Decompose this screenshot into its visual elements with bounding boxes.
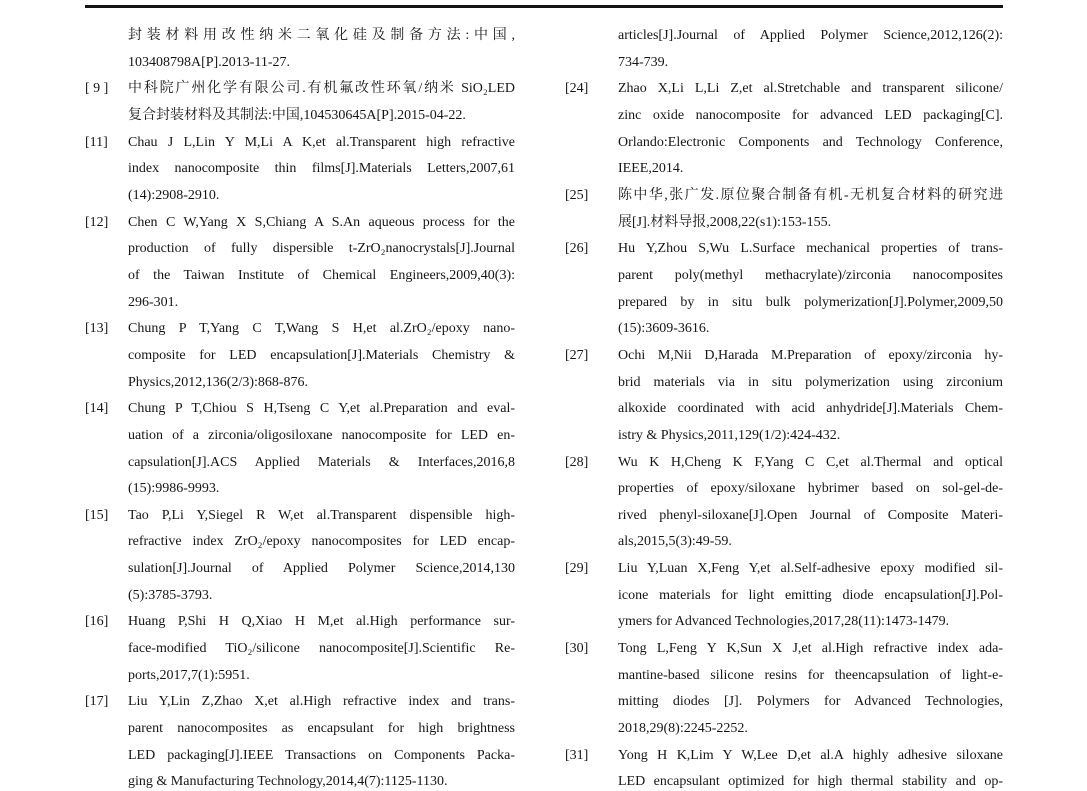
reference-line: 展[J].材料导报,2008,22(s1):153-155.	[618, 214, 832, 230]
reference-line: Chau J L,Lin Y M,Li A K,et al.Transparent high refractive	[128, 134, 515, 150]
reference-line: als,2015,5(3):49-59.	[618, 534, 732, 550]
reference-line: 734-739.	[618, 54, 669, 70]
reference-line: icone materials for light emitting diode encapsulation[J].Pol-	[618, 587, 1003, 603]
reference-line: production of fully dispersible t-ZrO₂nanocrystals[J].Journal	[128, 241, 515, 257]
reference-text	[618, 343, 1003, 450]
reference-line: Tong L,Feng Y K,Sun X J,et al.High refractive index ada-	[618, 641, 1003, 657]
reference-line: Wu K H,Cheng K F,Yang C C,et al.Thermal and optical	[618, 454, 1003, 470]
reference-entry	[85, 503, 515, 610]
reference-line: 中科院广州化学有限公司.有机氟改性环氧/纳米 SiO₂LED	[128, 81, 515, 97]
reference-number-label: [ 9 ]	[85, 81, 109, 97]
reference-number-label: [27]	[565, 347, 589, 363]
reference-line: uation of a zirconia/oligosiloxane nanocomposite for LED en-	[128, 427, 515, 443]
reference-line: IEEE,2014.	[618, 161, 684, 177]
reference-line: Physics,2012,136(2/3):868-876.	[128, 374, 309, 390]
reference-text	[618, 450, 1003, 557]
reference-entry	[565, 76, 1003, 183]
references-right-column	[565, 23, 1003, 791]
reference-line: istry & Physics,2011,129(1/2):424-432.	[618, 427, 841, 443]
reference-text	[128, 689, 515, 791]
reference-number-label: [12]	[85, 214, 109, 230]
reference-entry	[565, 236, 1003, 343]
reference-line: 296-301.	[128, 294, 179, 310]
reference-line: (5):3785-3793.	[128, 587, 213, 603]
reference-text	[128, 23, 515, 76]
reference-line: sulation[J].Journal of Applied Polymer Science,2014,130	[128, 561, 515, 577]
reference-line: Yong H K,Lim Y W,Lee D,et al.A highly adhesive siloxane	[618, 747, 1003, 763]
reference-entry	[85, 210, 515, 317]
reference-entry	[565, 343, 1003, 450]
reference-line: LED encapsulant optimized for high thermal stability and op-	[618, 774, 1003, 790]
reference-number-label: [16]	[85, 614, 109, 630]
reference-number-label: [15]	[85, 507, 109, 523]
reference-line: Liu Y,Luan X,Feng Y,et al.Self-adhesive epoxy modified sil-	[618, 561, 1003, 577]
reference-text	[128, 609, 515, 689]
reference-text	[618, 636, 1003, 743]
reference-text	[128, 316, 515, 396]
references-left-column	[85, 23, 515, 791]
reference-line: articles[J].Journal of Applied Polymer Science,2012,126(2):	[618, 28, 1003, 43]
reference-number-label: [11]	[85, 134, 108, 150]
reference-line: ging & Manufacturing Technology,2014,4(7):1125-1130.	[128, 774, 448, 790]
reference-line: Hu Y,Zhou S,Wu L.Surface mechanical properties of trans-	[618, 241, 1003, 257]
reference-line: properties of epoxy/siloxane hybrimer based on sol-gel-de-	[618, 481, 1003, 497]
reference-entry	[85, 23, 515, 76]
reference-line: Zhao X,Li L,Li Z,et al.Stretchable and transparent silicone/	[618, 81, 1003, 97]
reference-number-label: [13]	[85, 321, 109, 337]
reference-line: LED packaging[J].IEEE Transactions on Components Packa-	[128, 747, 515, 763]
header-divider-rule	[85, 5, 1003, 8]
reference-line: Huang P,Shi H Q,Xiao H M,et al.High performance sur-	[128, 614, 515, 630]
reference-line: (15):3609-3616.	[618, 321, 710, 337]
reference-line: (14):2908-2910.	[128, 187, 220, 203]
reference-entry	[565, 636, 1003, 743]
reference-line: brid materials via in situ polymerization using zirconium	[618, 374, 1003, 390]
reference-text	[618, 556, 1003, 636]
reference-text	[618, 183, 1003, 236]
reference-entry	[85, 689, 515, 791]
reference-text	[128, 210, 515, 317]
reference-text	[618, 76, 1003, 183]
reference-line: Chen C W,Yang X S,Chiang A S.An aqueous process for the	[128, 214, 515, 230]
reference-line: 陈中华,张广发.原位聚合制备有机-无机复合材料的研究进	[618, 187, 1003, 203]
reference-line: (15):9986-9993.	[128, 481, 220, 497]
reference-text	[618, 743, 1003, 791]
reference-number-label: [28]	[565, 454, 589, 470]
reference-line: composite for LED encapsulation[J].Materials Chemistry &	[128, 347, 515, 363]
reference-entry	[565, 743, 1003, 791]
reference-line: rived phenyl-siloxane[J].Open Journal of Composite Materi-	[618, 507, 1003, 523]
reference-line: parent poly(methyl methacrylate)/zirconia nanocomposites	[618, 267, 1003, 283]
reference-entry	[85, 130, 515, 210]
reference-text	[618, 23, 1003, 76]
reference-entry	[565, 556, 1003, 636]
reference-line: mantine-based silicone resins for theencapsulation of light-e-	[618, 667, 1003, 683]
reference-entry	[85, 316, 515, 396]
reference-entry	[565, 450, 1003, 557]
reference-line: mitting diodes [J]. Polymers for Advanced Technologies,	[618, 694, 1003, 710]
reference-line: 2018,29(8):2245-2252.	[618, 721, 748, 737]
reference-line: face-modified TiO₂/silicone nanocomposite[J].Scientific Re-	[128, 641, 515, 657]
reference-text	[128, 76, 515, 129]
reference-line: 103408798A[P].2013-11-27.	[128, 54, 291, 70]
reference-line: Chung P T,Yang C T,Wang S H,et al.ZrO₂/epoxy nano-	[128, 321, 515, 337]
reference-text	[128, 396, 515, 503]
reference-line: zinc oxide nanocomposite for advanced LED packaging[C].	[618, 107, 1003, 123]
reference-number-label: [17]	[85, 694, 109, 710]
reference-number-label: [14]	[85, 401, 109, 417]
reference-line: Chung P T,Chiou S H,Tseng C Y,et al.Preparation and eval-	[128, 401, 515, 417]
reference-line: Tao P,Li Y,Siegel R W,et al.Transparent dispensible high-	[128, 507, 515, 523]
reference-line: of the Taiwan Institute of Chemical Engineers,2009,40(3):	[128, 267, 515, 283]
reference-line: 封装材料用改性纳米二氧化硅及制备方法:中国,	[128, 28, 515, 43]
reference-text	[128, 503, 515, 610]
reference-entry	[565, 183, 1003, 236]
reference-number-label: [29]	[565, 561, 589, 577]
reference-entry	[85, 609, 515, 689]
reference-line: Liu Y,Lin Z,Zhao X,et al.High refractive index and trans-	[128, 694, 515, 710]
reference-line: ymers for Advanced Technologies,2017,28(11):1473-1479.	[618, 614, 950, 630]
reference-entry	[565, 23, 1003, 76]
reference-line: refractive index ZrO₂/epoxy nanocomposites for LED encap-	[128, 534, 515, 550]
reference-number-label: [24]	[565, 81, 589, 97]
reference-entry	[85, 396, 515, 503]
reference-line: 复合封装材料及其制法:中国,104530645A[P].2015-04-22.	[128, 107, 466, 123]
reference-line: Ochi M,Nii D,Harada M.Preparation of epoxy/zirconia hy-	[618, 347, 1003, 363]
reference-line: alkoxide coordinated with acid anhydride[J].Materials Chem-	[618, 401, 1003, 417]
reference-entry	[85, 76, 515, 129]
reference-line: parent nanocomposites as encapsulant for high brightness	[128, 721, 515, 737]
reference-number-label: [30]	[565, 641, 589, 657]
reference-line: ports,2017,7(1):5951.	[128, 667, 250, 683]
reference-text	[128, 130, 515, 210]
reference-line: capsulation[J].ACS Applied Materials & Interfaces,2016,8	[128, 454, 515, 470]
reference-number-label: [26]	[565, 241, 589, 257]
reference-text	[618, 236, 1003, 343]
reference-line: prepared by in situ bulk polymerization[J].Polymer,2009,50	[618, 294, 1003, 310]
reference-number-label: [25]	[565, 187, 589, 203]
reference-number-label: [31]	[565, 747, 589, 763]
reference-line: Orlando:Electronic Components and Technology Conference,	[618, 134, 1003, 150]
reference-line: index nanocomposite thin films[J].Materials Letters,2007,61	[128, 161, 515, 177]
